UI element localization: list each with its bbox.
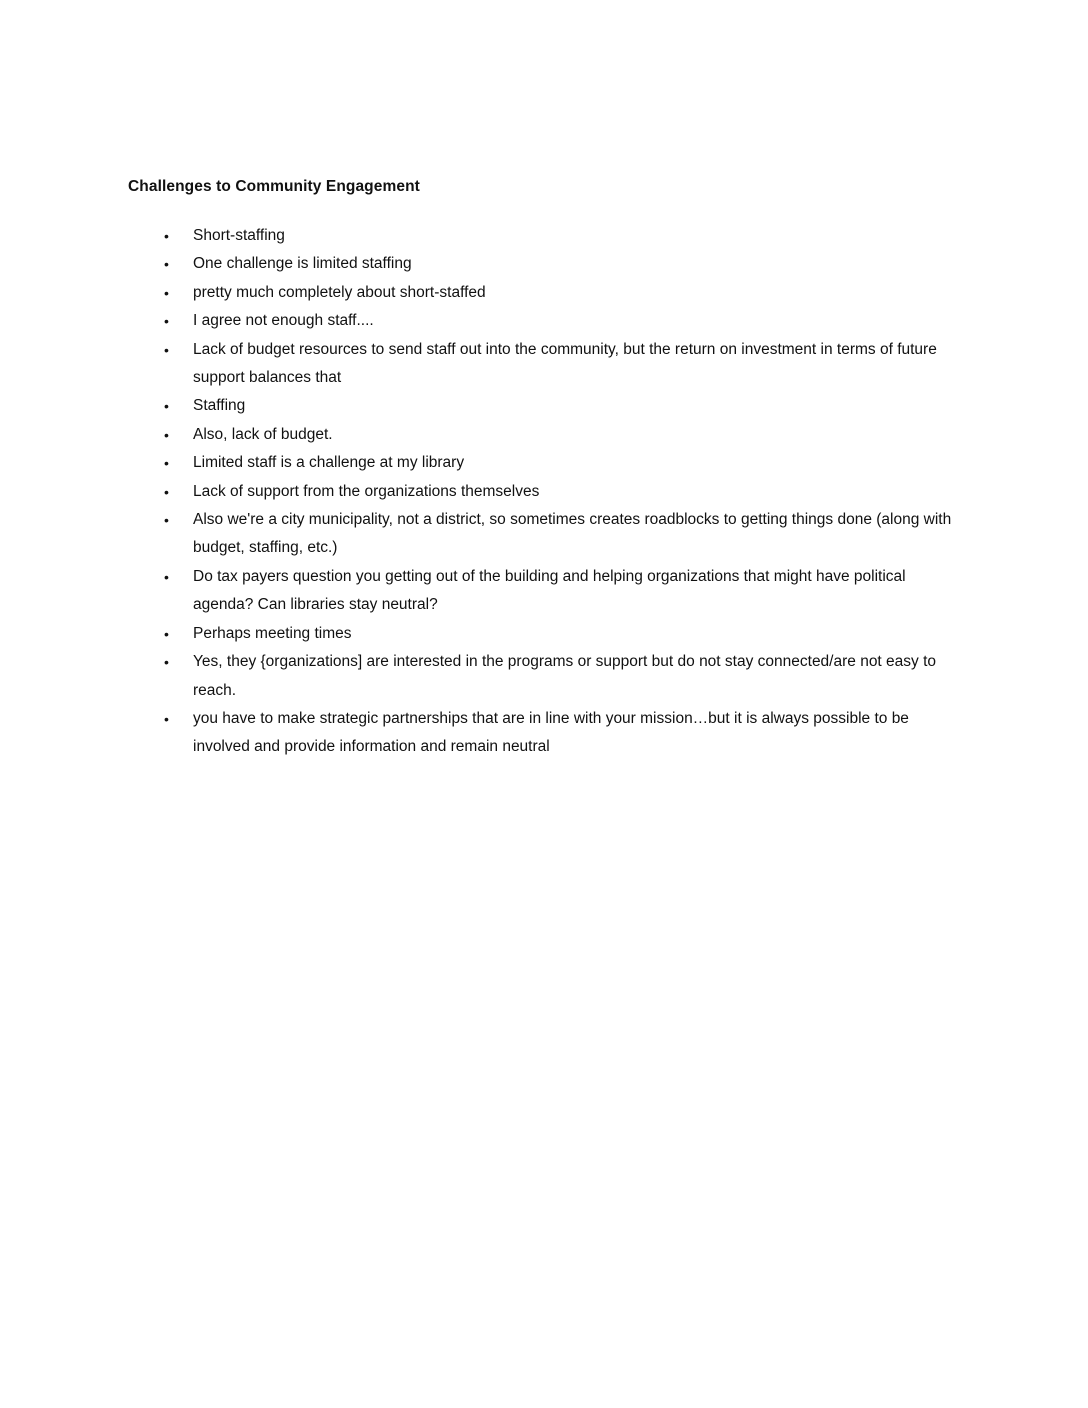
list-item-text: Perhaps meeting times — [193, 624, 352, 642]
bullet-icon: • — [164, 228, 169, 244]
bullet-icon: • — [164, 426, 169, 443]
list-item — [128, 392, 966, 420]
bullet-icon: • — [164, 398, 169, 415]
list-item-text: I agree not enough staff.... — [193, 312, 374, 330]
list-item — [128, 648, 966, 705]
list-item — [128, 563, 966, 620]
bullet-icon: • — [164, 568, 169, 585]
list-item — [128, 250, 966, 278]
bullet-icon: • — [164, 483, 169, 500]
page-title: Challenges to Community Engagement — [128, 178, 420, 195]
bullet-icon: • — [164, 512, 169, 529]
bullet-icon: • — [164, 710, 169, 727]
bullet-icon: • — [164, 313, 169, 330]
list-item — [128, 279, 966, 307]
bullet-icon: • — [164, 625, 169, 642]
bullet-list — [128, 222, 966, 762]
bullet-icon: • — [164, 455, 169, 472]
list-item-text: Lack of budget resources to send staff out into the community, but the return on investment in terms of future support balances that — [193, 340, 937, 387]
list-item — [128, 620, 966, 648]
list-item-text: Also we're a city municipality, not a district, so sometimes creates roadblocks to getting things done (along with budget, staffing, etc.) — [193, 511, 952, 557]
bullet-icon: • — [164, 256, 169, 273]
bullet-icon: • — [164, 341, 169, 358]
list-item — [128, 478, 966, 506]
list-item — [128, 222, 966, 250]
list-item-text: One challenge is limited staffing — [193, 255, 412, 273]
list-item — [128, 705, 966, 762]
list-item-text: Staffing — [193, 397, 246, 415]
list-item-text: Do tax payers question you getting out of the building and helping organizations that might have political agenda? Can libraries stay neutral? — [193, 567, 906, 614]
list-item — [128, 421, 966, 449]
document-content — [128, 176, 966, 762]
list-item — [128, 449, 966, 477]
list-item-text: Limited staff is a challenge at my library — [193, 454, 465, 472]
list-item-text: Yes, they {organizations] are interested in the programs or support but do not stay connected/are not easy to reach. — [193, 653, 937, 699]
list-item-text: Short-staffing — [193, 227, 285, 244]
list-item-text: pretty much completely about short-staffed — [193, 283, 486, 301]
bullet-icon: • — [164, 654, 169, 671]
list-item — [128, 307, 966, 335]
list-item-text: you have to make strategic partnerships that are in line with your mission…but it is always possible to be involved and provide information and remain neutral — [193, 709, 909, 756]
list-item-text: Also, lack of budget. — [193, 425, 333, 443]
list-item — [128, 506, 966, 563]
list-item-text: Lack of support from the organizations themselves — [193, 482, 540, 500]
bullet-icon: • — [164, 284, 169, 301]
list-item — [128, 336, 966, 393]
